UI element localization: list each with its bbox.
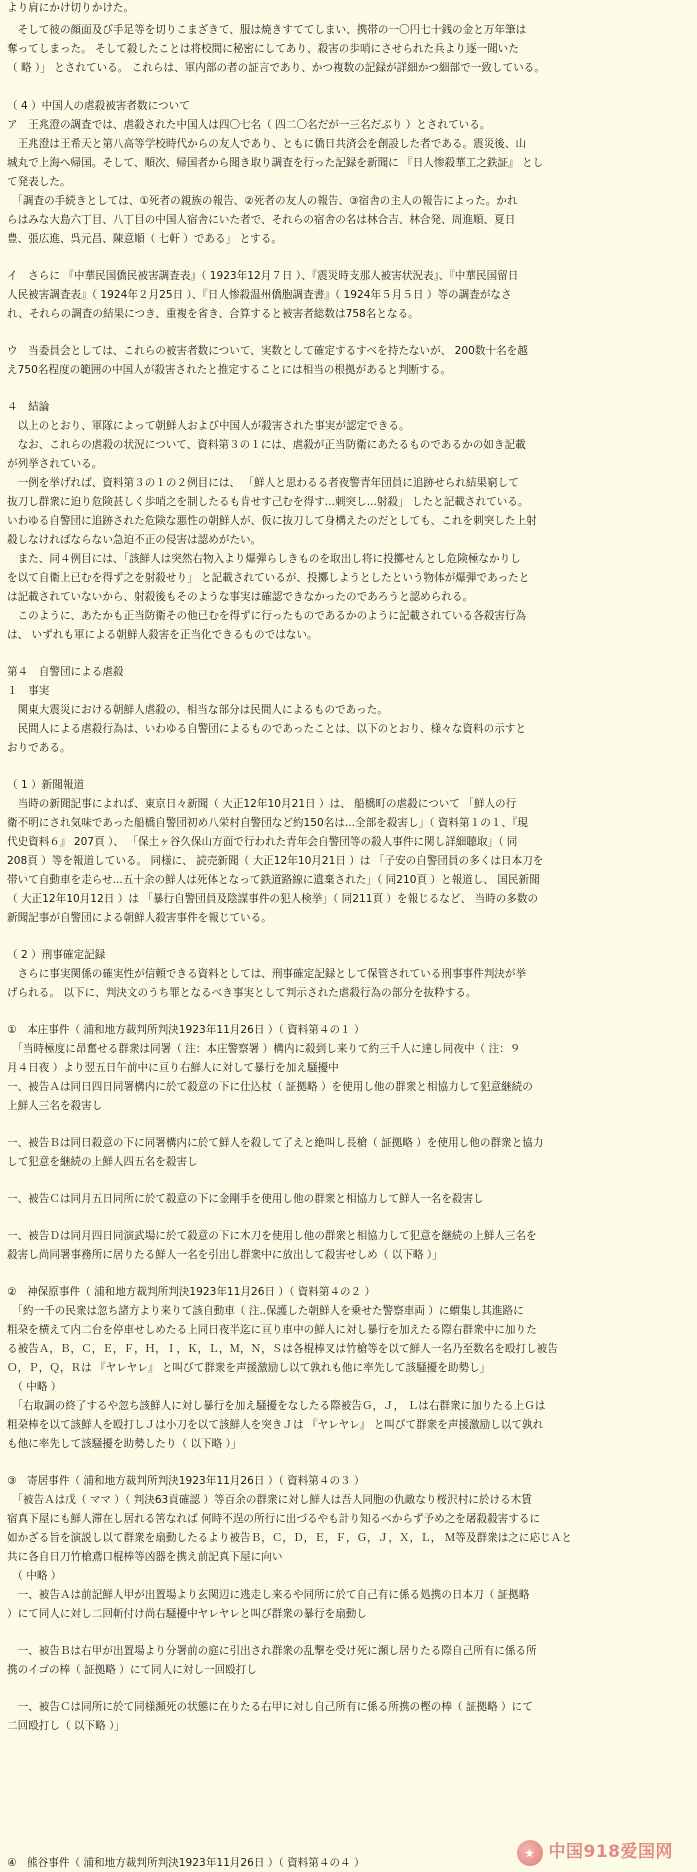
text-line: なお、これらの虐殺の状況について、資料第３の１には、虐殺が正当防衛にあたるものであるかの如き記載 xyxy=(7,439,526,451)
text-line: 一、被告Ｄは同月四日同演武場に於て殺意の下に木刀を使用し他の群衆と相協力して犯意を継続の上鮮人三名を xyxy=(7,1230,537,1242)
text-line: 月４日夜 ）より翌五日午前中に亘り右鮮人に対して暴行を加え騒擾中 xyxy=(7,1062,339,1074)
text-line: 粗朶を横えて内二台を停車せしめたる上同日夜半迄に亘り車中の鮮人に対し暴行を加えたる際右群衆中に加りた xyxy=(7,1324,537,1336)
text-line: が列挙されている。 xyxy=(7,458,103,470)
text-line: 「被告Ａは戊（ ママ ）（ 判決63貢確認 ）等百余の群衆に対し鮮人は吾人同胞の仇敵なり桜沢村に於ける木賃 xyxy=(7,1494,532,1506)
text-line: 以上のとおり、軍隊によって朝鮮人および中国人が殺害された事実が認定できる。 xyxy=(7,420,410,432)
text-line: （ 略 ）」 とされている。 これらは、軍内部の者の証言であり、かつ複数の記録が詳細かつ細部で一致している。 xyxy=(7,62,545,74)
text-line: Ｏ，Ｐ，Ｑ，Ｒは 『ヤレヤレ』 と叫びて群衆を声援激励し以て孰れも他に率先して該騒擾を助勢し」 xyxy=(7,1362,491,1374)
text-line: （ 大正12年10月12日 ）は 「暴行自警団員及陰謀事件の犯人検挙」（ 同211頁 ）を報じるなど、 当時の多数の xyxy=(7,893,539,905)
watermark-text: 中国918爱国网 xyxy=(548,1842,673,1863)
text-line: 共に各自日刀竹槍鳶口棍棒等凶器を携え前記真下屋に向い xyxy=(7,1551,283,1563)
text-line: は記載されていないから、射殺後もそのような事実は確認できなかったのであろうと認められる。 xyxy=(7,591,474,603)
text-line: 奪ってしまった。 そして殺したことは将校間に秘密にしてあり、殺害の歩哨にさせられた兵より逐一聞いた xyxy=(7,43,519,55)
text-line: 「約一千の民衆は忽ち諸方より来りて該自動車（ 注..保護した朝鮮人を乗せた警察車両 ）に蝟集し其進路に xyxy=(7,1305,524,1317)
text-line: 第４ 自警団による虐殺 xyxy=(7,666,124,678)
text-line: て発表した。 xyxy=(7,176,71,188)
text-line: 衛不明にされ気味であった船橋自警団初め八栄村自警団など約150名は...全部を殺害し」（ 資料第１の１、『現 xyxy=(7,817,528,829)
text-line: 民間人による虐殺行為は、いわゆる自警団によるものであったことは、以下のとおり、様々な資料の示すと xyxy=(7,723,526,735)
text-line: （ 中略 ） xyxy=(7,1381,62,1393)
text-line: （ 2 ）刑事確定記録 xyxy=(7,949,106,961)
text-line: ウ 当委員会としては、これらの被害者数について、実数として確定するすべを持たないが、 200数十名を越 xyxy=(7,345,528,357)
text-line: １ 事実 xyxy=(7,685,50,697)
text-line: より肩にかけ切りかけた。 xyxy=(7,2,135,14)
text-line: このように、あたかも正当防衛その他已むを得ずに行ったものであるかのように記載されている各殺害行為 xyxy=(7,610,527,622)
text-line: 「調査の手続きとしては、①死者の親族の報告、②死者の友人の報告、③宿舎の主人の報告によった。かれ xyxy=(7,195,518,207)
text-line: （ 1 ）新聞報道 xyxy=(7,779,85,791)
text-line: 宿真下屋にも鮮人滞在し居れる筈なれば 何時不逞の所行に出づるやも計り知るべからず予め之を屠殺殺害するに xyxy=(7,1513,541,1525)
text-line: る被告Ａ，Ｂ，Ｃ，Ｅ，Ｆ，Ｈ，Ｉ，Ｋ，Ｌ，Ｍ，Ｎ，Ｓは各棍棒叉は竹槍等を以て鮮人一名乃至数名を殴打し被告 xyxy=(7,1343,558,1355)
watermark xyxy=(517,1840,674,1866)
text-line: 上鮮人三名を殺害し xyxy=(7,1100,103,1112)
text-line: 城丸で上海へ帰国。そして、順次、帰国者から聞き取り調査を行った記録を新聞に 『日人惨殺華工之鉄証』 とし xyxy=(7,157,544,169)
text-line: いわゆる自警団に追跡された危険な悪性の朝鮮人が、仮に抜刀して身構えたのだとしても、これを刺突した上射 xyxy=(7,515,537,527)
text-line: 一、被告Ｃは同所に於て同様瀕死の状態に在りたる右甲に対し自己所有に係る所携の樫の棒（ 証拠略 ）にて xyxy=(7,1701,533,1713)
text-line: 殺しなければならない急迫不正の侵害は認めがたい。 xyxy=(7,534,262,546)
text-line: 一例を挙げれば、資料第３の１の２例目には、 「鮮人と思わるる者夜警青年団員に追跡せられ結果窮して xyxy=(7,477,519,489)
text-line: れ、それらの調査の結果につき、重複を省き、合算すると被害者総数は758名となる。 xyxy=(7,308,419,320)
text-line: 代史資料６』 207頁 ）、 「保土ヶ谷久保山方面で行われた青年会自警団等の殺人事件に関し詳細聴取」（ 同 xyxy=(7,836,518,848)
text-line: さらに事実関係の確実性が信頼できる資料としては、刑事確定記録として保管されている刑事事件判決が挙 xyxy=(7,968,527,980)
text-line: 二回殴打し（ 以下略 ）」 xyxy=(7,1720,125,1732)
text-line: 一、被告Ａは前記鮮人甲が出置場より玄関辺に逃走し来るや同所に於て自己有に係る処携の日本刀（ 証拠略 xyxy=(7,1589,530,1601)
text-line: らはみな大島六丁目、八丁目の中国人宿舎にいた者で、それらの宿舎の名は林合吉、林合発、周進順、夏日 xyxy=(7,214,516,226)
text-line: 王兆澄は王希天と第八高等学校時代からの友人であり、ともに僑日共済会を創設した者である。震災後、山 xyxy=(7,138,527,150)
text-line: また、同４例目には、「該鮮人は突然右物入より爆弾らしきものを取出し将に投擲せんとし危険極なかりし xyxy=(7,553,521,565)
text-line: ４ 結論 xyxy=(7,401,50,413)
star-emblem-icon xyxy=(517,1840,543,1866)
text-line: 殺害し尚同署事務所に居りたる鮮人一名を引出し群衆中に放出して殺害せしめ（ 以下略 ）」 xyxy=(7,1249,443,1261)
text-line: おりである。 xyxy=(7,742,71,754)
text-line: 当時の新聞記事によれば、東京日々新聞（ 大正12年10月21日 ）は、 船橋町の虐殺について 「鮮人の行 xyxy=(7,798,517,810)
text-line: 如かざる旨を演説し以て群衆を扇動したるより被告Ｂ，Ｃ，Ｄ，Ｅ，Ｆ，Ｇ，Ｊ，Ｘ，Ｌ， Ｍ等及群衆は之に応じＡと xyxy=(7,1532,572,1544)
text-line: イ さらに 『中華民国僑民被害調査表』（ 1923年12月７日 ）、『震災時支那人被害状況表』、『中華民国留日 xyxy=(7,270,519,282)
text-line: 「当時極度に昂奮せる群衆は同署（ 注：本庄警察署 ）構内に殺到し来りて約三千人に達し同夜中（ 注：９ xyxy=(7,1043,521,1055)
text-line: え750名程度の範囲の中国人が殺害されたと推定することには相当の根拠があると判断する。 xyxy=(7,364,451,376)
text-line: ）にて同人に対し二回斬付け尚右騒擾中ヤレヤレと叫び群衆の暴行を扇動し xyxy=(7,1608,367,1620)
text-line: 人民被害調査表』（ 1924年２月25日 ）、『日人惨殺温州僑胞調査書』（ 1924年５月５日 ）等の調査がなさ xyxy=(7,289,512,301)
text-line: 一、被告Ｂは同日殺意の下に同署構内に於て鮮人を殺して了えと絶叫し長槍（ 証拠略 ）を使用し他の群衆と協力 xyxy=(7,1137,544,1149)
text-line: 粗朶棒を以て該鮮人を殴打しＪは小刀を以て該鮮人を突きＪは 『ヤレヤレ』 と叫びて群衆を声援激励し以て孰れ xyxy=(7,1419,544,1431)
text-line: は、 いずれも軍による朝鮮人殺害を正当化できるものではない。 xyxy=(7,629,318,641)
text-line: も他に率先して該騒擾を助勢したり（ 以下略 ）」 xyxy=(7,1438,242,1450)
text-line: ア 王兆澄の調査では、虐殺された中国人は四〇七名（ 四二〇名だが一三名だぶり ）とされている。 xyxy=(7,119,491,131)
text-line: ① 本庄事件（ 浦和地方裁判所判決1923年11月26日 ）（ 資料第４の１ ） xyxy=(7,1024,365,1036)
text-line: 関東大震災における朝鮮人虐殺の、相当な部分は民間人によるものであった。 xyxy=(7,704,388,716)
text-line: 一、被告Ａは同日四日同署構内に於て殺意の下に仕込杖（ 証拠略 ）を使用し他の群衆と相協力して犯意継続の xyxy=(7,1081,533,1093)
text-line: 「右取調の終了するや忽ち該鮮人に対し暴行を加え騒擾をなしたる際被告Ｇ，Ｊ， Ｌは右群衆に加りたる上Ｇは xyxy=(7,1400,546,1412)
text-line: ③ 寄居事件（ 浦和地方裁判所判決1923年11月26日 ）（ 資料第４の３ ） xyxy=(7,1475,365,1487)
text-line: 抜刀し群衆に迫り危険甚しく歩哨之を制したるも肯せす己むを得す...刺突し...射殺」 したと記載されている。 xyxy=(7,496,529,508)
text-line: して犯意を継続の上鮮人四五名を殺害し xyxy=(7,1156,198,1168)
text-line: （ 4 ）中国人の虐殺被害者数について xyxy=(7,100,190,112)
text-line: そして彼の顔面及び手足等を切りこまざきて、服は焼きすててしまい、携帯の一〇円七十銭の金と万年筆は xyxy=(7,24,527,36)
text-line: 208頁 ）等を報道している。 同様に、 読売新聞（ 大正12年10月21日 ）は 「子安の自警団員の多くは日本刀を xyxy=(7,855,544,867)
text-line: 携のイゴの棒（ 証拠略 ）にて同人に対し一回殴打し xyxy=(7,1664,257,1676)
text-line: げられる。 以下に、判決文のうち罪となるべき事実として判示された虐殺行為の部分を抜粋する。 xyxy=(7,987,477,999)
text-line: （ 中略 ） xyxy=(7,1570,62,1582)
text-line: ② 神保原事件（ 浦和地方裁判所判決1923年11月26日 ）（ 資料第４の２ ） xyxy=(7,1286,376,1298)
text-line: 新聞記事が自警団による朝鮮人殺害事件を報じている。 xyxy=(7,912,272,924)
text-line: 一、被告Ｂは右甲が出置場より分署前の庭に引出され群衆の乱撃を受け死に瀕し居りたる際自己所有に係る所 xyxy=(7,1645,537,1657)
text-line: ④ 熊谷事件（ 浦和地方裁判所判決1923年11月26日 ）（ 資料第４の４ ） xyxy=(7,1857,365,1869)
text-line: 一、被告Ｃは同月五日同所に於て殺意の下に金剛手を使用し他の群衆と相協力して鮮人一名を殺害し xyxy=(7,1193,484,1205)
text-line: を以て自衛上已むを得ず之を射殺せり」 と記載されているが、投擲しようとしたという物体が爆弾であったと xyxy=(7,572,530,584)
text-line: 豊、張広進、呉元昌、陳意順（ 七軒 ）である」 とする。 xyxy=(7,233,282,245)
text-line: 帯いて自動車を走らせ...五十余の鮮人は死体となって鉄道路線に遺棄された」（ 同210頁 ）と報道し、 国民新聞 xyxy=(7,874,540,886)
